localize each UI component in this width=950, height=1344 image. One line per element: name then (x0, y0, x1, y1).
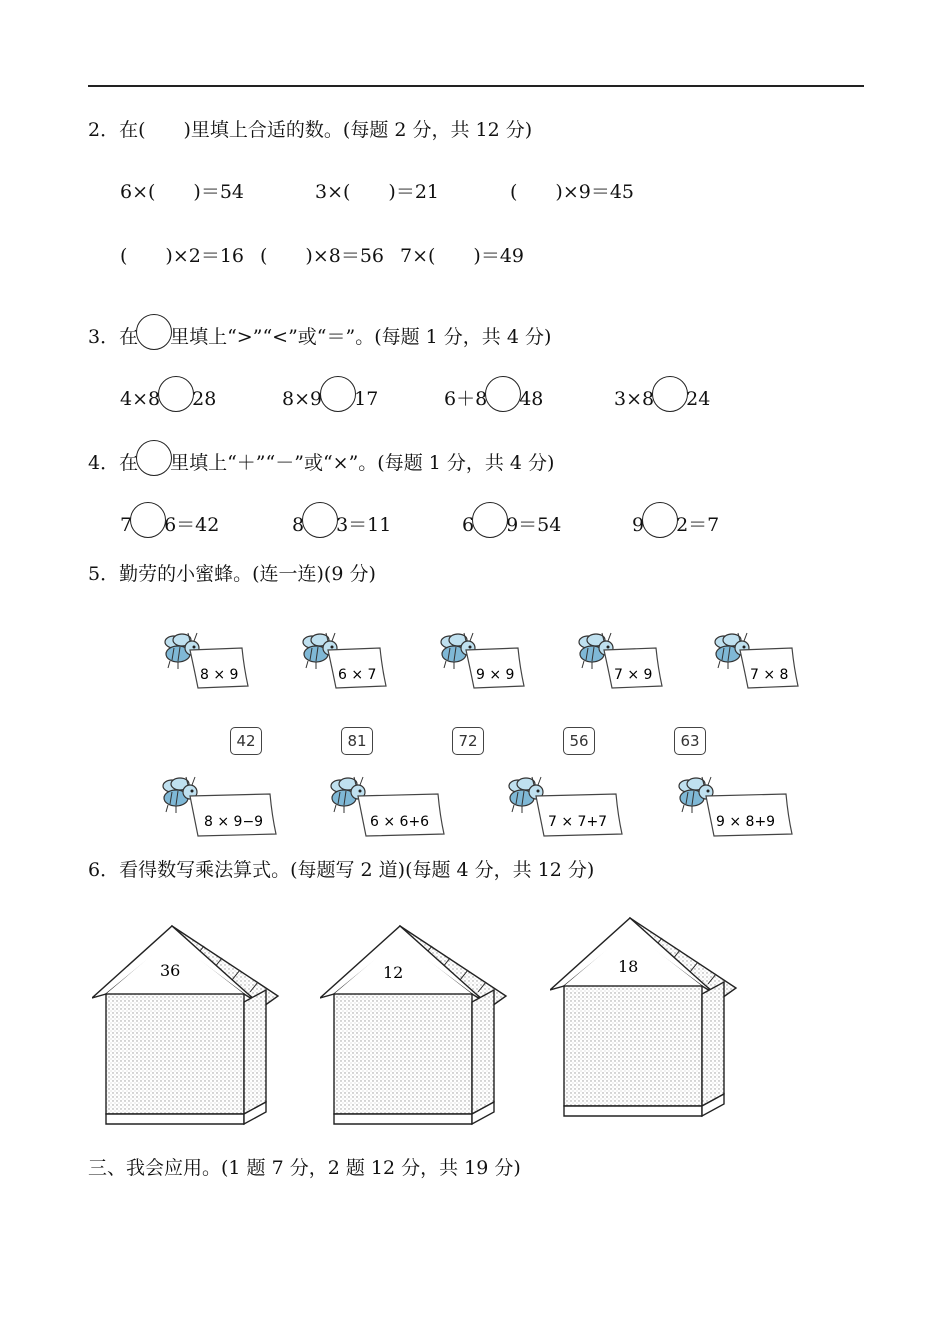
bee-label: 7 × 9 (614, 667, 653, 683)
bee-label: 9 × 9 (476, 667, 515, 683)
number-tag[interactable]: 81 (341, 727, 373, 755)
q2-item: ( )×9＝45 (510, 181, 635, 203)
section3-title: 三、我会应用。(1 题 7 分，2 题 12 分，共 19 分) (88, 1157, 521, 1179)
q2-item: ( )×8＝56 (260, 245, 385, 267)
number-tag[interactable]: 42 (230, 727, 262, 755)
q3-item: 4×8 28 (120, 382, 216, 418)
bee-card[interactable] (298, 628, 393, 694)
q3-title-post: 里填上“>”“<”或“＝”。(每题 1 分，共 4 分) (170, 326, 552, 348)
answer-circle-icon (136, 314, 172, 350)
q4-item: 9 2＝7 (632, 508, 719, 544)
answer-circle[interactable] (130, 502, 166, 538)
bee-label: 7 × 8 (750, 667, 789, 683)
bee-card[interactable] (674, 772, 799, 842)
answer-circle[interactable] (652, 376, 688, 412)
bee-card[interactable] (574, 628, 669, 694)
bee-card[interactable] (710, 628, 805, 694)
bee-card[interactable] (504, 772, 629, 842)
house-figure (92, 924, 282, 1133)
number-tag[interactable]: 56 (563, 727, 595, 755)
q4-item: 6 9＝54 (462, 508, 561, 544)
bee-label: 6 × 6+6 (370, 814, 430, 830)
q3-item: 8×9 17 (282, 382, 378, 418)
house-figure (550, 916, 740, 1125)
q4-title (88, 446, 554, 482)
q2-title: 2．在( )里填上合适的数。(每题 2 分，共 12 分) (88, 119, 533, 141)
answer-circle[interactable] (642, 502, 678, 538)
top-rule (88, 85, 864, 87)
q4-item: 8 3＝11 (292, 508, 391, 544)
q3-title (88, 320, 551, 356)
bee-card[interactable] (160, 628, 255, 694)
answer-circle[interactable] (472, 502, 508, 538)
house-number: 12 (383, 963, 404, 982)
q4-item: 7 6＝42 (120, 508, 219, 544)
q4-title-post: 里填上“＋”“－”或“×”。(每题 1 分，共 4 分) (170, 452, 555, 474)
number-tag[interactable]: 63 (674, 727, 706, 755)
answer-circle-icon (136, 440, 172, 476)
house-figure (320, 924, 510, 1133)
q4-title-pre: 4．在 (88, 452, 139, 474)
bee-card[interactable] (326, 772, 451, 842)
q3-item: 3×8 24 (614, 382, 710, 418)
house-number: 18 (618, 957, 639, 976)
answer-circle[interactable] (302, 502, 338, 538)
house-number: 36 (160, 961, 181, 980)
q3-item: 6＋8 48 (444, 382, 543, 418)
answer-circle[interactable] (158, 376, 194, 412)
bee-label: 7 × 7+7 (548, 814, 608, 830)
bee-label: 8 × 9−9 (204, 814, 264, 830)
q3-title-pre: 3．在 (88, 326, 139, 348)
q2-item: ( )×2＝16 (120, 245, 245, 267)
answer-circle[interactable] (485, 376, 521, 412)
bee-card[interactable] (158, 772, 283, 842)
q2-item: 6×( )＝54 (120, 181, 245, 203)
answer-circle[interactable] (320, 376, 356, 412)
q2-item: 3×( )＝21 (315, 181, 440, 203)
q5-title: 5．勤劳的小蜜蜂。(连一连)(9 分) (88, 563, 376, 585)
bee-label: 6 × 7 (338, 667, 377, 683)
bee-card[interactable] (436, 628, 531, 694)
q6-title: 6．看得数写乘法算式。(每题写 2 道)(每题 4 分，共 12 分) (88, 859, 595, 881)
bee-label: 9 × 8+9 (716, 814, 776, 830)
bee-label: 8 × 9 (200, 667, 239, 683)
q2-item: 7×( )＝49 (400, 245, 525, 267)
number-tag[interactable]: 72 (452, 727, 484, 755)
